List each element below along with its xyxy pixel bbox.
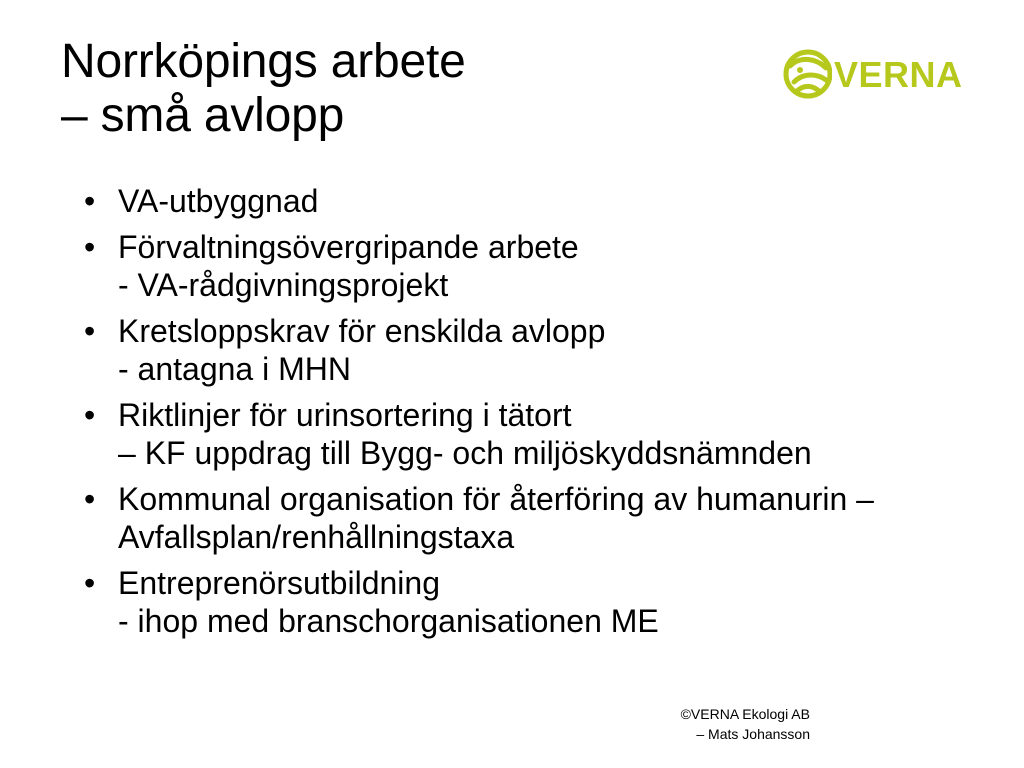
copyright-line: ©VERNA Ekologi AB (680, 706, 810, 722)
bullet-item-entreprenorsutbildning (80, 564, 940, 640)
bullet-text: Kommunal organisation för återföring av humanurin – Avfallsplan/renhållningstaxa (118, 481, 874, 555)
bullet-item-kommunal-organisation (80, 480, 940, 556)
bullet-item-forvaltningsovergripande (80, 228, 940, 304)
slide-title-line-1: Norrköpings arbete (61, 35, 466, 88)
bullet-item-va-utbyggnad (80, 182, 940, 220)
bullet-item-kretsloppskrav (80, 312, 940, 388)
bullet-marker: • (84, 481, 96, 517)
bullet-text: Entreprenörsutbildning (118, 565, 440, 601)
author-line: – Mats Johansson (696, 726, 810, 742)
bullet-subtext: - VA-rådgivningsprojekt (118, 267, 449, 303)
bullet-marker: • (84, 183, 96, 219)
bullet-text: VA-utbyggnad (118, 183, 319, 219)
bullet-marker: • (84, 397, 96, 433)
verna-fish-icon (782, 44, 832, 104)
verna-logo (782, 44, 982, 104)
slide-title-line-2: – små avlopp (61, 88, 345, 142)
bullet-marker: • (84, 229, 96, 265)
bullet-subtext: – KF uppdrag till Bygg- och miljöskyddsnämnden (118, 435, 812, 471)
bullet-text: Kretsloppskrav för enskilda avlopp (118, 313, 606, 349)
bullet-item-riktlinjer (80, 396, 940, 472)
bullet-text: Förvaltningsövergripande arbete (118, 229, 579, 265)
copyright-footer (640, 704, 810, 744)
slide-title (61, 35, 741, 143)
bullet-list (80, 182, 940, 648)
bullet-subtext: - ihop med branschorganisationen ME (118, 603, 659, 639)
bullet-marker: • (84, 565, 96, 601)
bullet-subtext: - antagna i MHN (118, 351, 351, 387)
verna-logo-text: VERNA (834, 54, 963, 95)
bullet-text: Riktlinjer för urinsortering i tätort (118, 397, 572, 433)
bullet-marker: • (84, 313, 96, 349)
